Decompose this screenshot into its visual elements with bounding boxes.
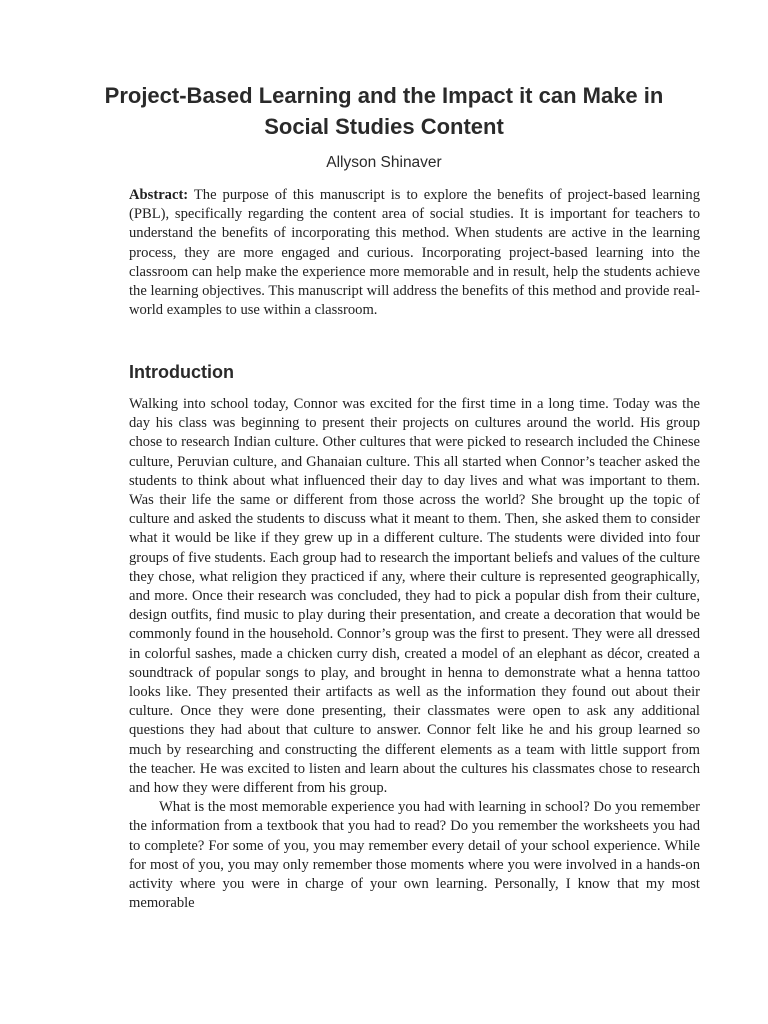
section-heading-introduction: Introduction <box>129 362 234 382</box>
abstract-text: The purpose of this manuscript is to explore the benefits of project-based learning (PBL), specifically regarding the content area of social studies. It is important for teachers to understand the benefits of incorporating this method. When students are active in the learning process, they are more engaged and curious. Incorporating project-based learning into the classroom can help make the experience more memorable and in result, help the students achieve the learning objectives. This manuscript will address the benefits of this method and provide real-world examples to use within a classroom. <box>129 187 700 319</box>
section-body-introduction <box>129 395 700 913</box>
body-paragraph: What is the most memorable experience you had with learning in school? Do you remember the information from a textbook that you had to read? Do you remember the worksheets you had to complete? For some of you, you may remember every detail of your school experience. While for most of you, you may only remember those moments where you were involved in a hands-on activity where you were in charge of your own learning. Personally, I know that my most memorable <box>129 799 700 912</box>
abstract-paragraph <box>129 186 700 320</box>
body-paragraph: Walking into school today, Connor was excited for the first time in a long time. Today was the day his class was beginning to present their projects on cultures around the world. His group chose to research Indian culture. Other cultures that were picked to research included the Chinese culture, Peruvian culture, and Ghanaian culture. This all started when Connor’s teacher asked the students to think about what influenced their day to day lives and what was important to them. Was their life the same or different from those across the world? She brought up the topic of culture and asked the students to discuss what it meant to them. Then, she asked them to consider what it would be like if they grew up in a different culture. The students were divided into four groups of five students. Each group had to research the important beliefs and values of the culture they chose, what religion they practiced if any, where their culture is represented geographically, and more. Once their research was concluded, they had to pick a popular dish from their culture, design outfits, find music to play during their presentation, and create a decoration that would be commonly found in the household. Connor’s group was the first to present. They were all dressed in colorful sashes, made a chicken curry dish, created a model of an elephant as décor, created a soundtrack of popular songs to play, and brought in henna to demonstrate what a henna tattoo looks like. They presented their artifacts as well as the information they found out about their culture. Once they were done presenting, their classmates were open to ask any additional questions they had about that culture to answer. Connor felt like he and his group learned so much by researching and constructing the different elements as a team with little support from the teacher. He was excited to listen and learn about the cultures his classmates chose to research and how they were different from his group. <box>129 396 701 797</box>
abstract-label: Abstract: <box>129 187 189 203</box>
author-name: Allyson Shinaver <box>326 154 442 171</box>
paper-title: Project-Based Learning and the Impact it can Make in Social Studies Content <box>104 83 664 139</box>
